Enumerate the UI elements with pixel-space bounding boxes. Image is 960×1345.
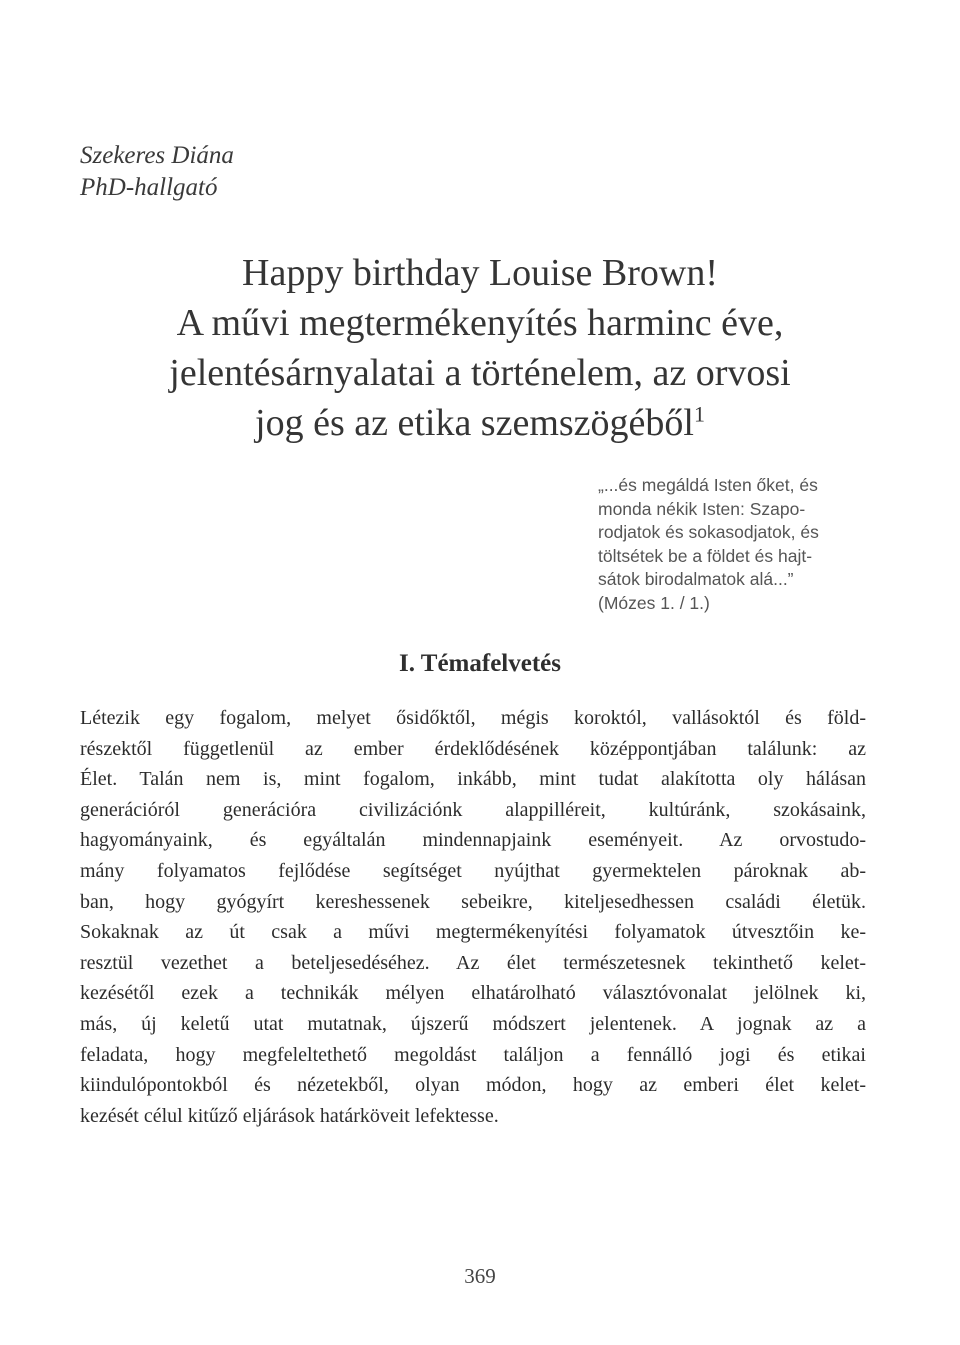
body-line: kezését célul kitűző eljárások határköveit lefektesse. (80, 1104, 499, 1127)
title-line: Happy birthday Louise Brown! (242, 252, 718, 294)
body-line: Létezik egy fogalom, melyet ősidőktől, mégis koroktól, vallásoktól és föld- (80, 707, 866, 729)
section-heading: I. Témafelvetés (399, 650, 561, 677)
motto-line: monda nékik Isten: Szapo- (598, 498, 806, 519)
body-line: ban, hogy gyógyírt kereshessenek sebeikre, kiteljesedhessen családi életük. (80, 890, 866, 913)
author-name: Szekeres Diána (80, 142, 234, 169)
motto-line: rodjatok és sokasodjatok, és (598, 522, 819, 542)
article-title (80, 248, 880, 448)
body-line: hagyományaink, és egyáltalán mindennapjaink eseményeit. Az orvostudo- (80, 829, 866, 852)
page-number: 369 (464, 1264, 496, 1288)
body-line: részektől függetlenül az ember érdeklődésének középpontjában találunk: az (80, 737, 866, 760)
body-line: kiindulópontokból és nézetekből, olyan módon, hogy az emberi élet kelet- (80, 1074, 866, 1097)
body-line: kezésétől ezek a technikák mélyen elhatárolható választóvonalat jelölnek ki, (80, 982, 866, 1005)
motto-source: (Mózes 1. / 1.) (598, 592, 710, 613)
body-line: más, új keletű utat mutatnak, újszerű módszert jelentenek. A jognak az a (80, 1012, 866, 1035)
motto-line: „...és megáldá Isten őket, és (598, 475, 818, 495)
body-line: feladata, hogy megfeleltethető megoldást találjon a fennálló jogi és etikai (80, 1043, 866, 1066)
author-role: PhD-hallgató (80, 174, 218, 201)
body-line: resztül vezethet a beteljesedéséhez. Az élet természetesnek tekinthető kelet- (80, 951, 866, 974)
footnote-reference[interactable]: 1 (693, 401, 705, 427)
title-line: A művi megtermékenyítés harminc éve, (176, 302, 784, 344)
title-line-text: jog és az etika szemszögéből (255, 402, 694, 444)
body-line: mány folyamatos fejlődése segítséget nyújthat gyermektelen pároknak ab- (80, 859, 866, 882)
motto-line: sátok birodalmatok alá...” (598, 569, 794, 589)
epigraph-motto (598, 474, 898, 615)
body-paragraph (80, 703, 866, 1131)
title-line: jelentésárnyalatai a történelem, az orvosi (169, 352, 791, 394)
author-block (80, 140, 234, 204)
motto-line: töltsétek be a földet és hajt- (598, 545, 813, 566)
body-line: Sokaknak az út csak a művi megtermékenyítési folyamatok útvesztőin ke- (80, 921, 866, 944)
body-line: generációról generációra civilizációnk alappilléreit, kultúránk, szokásaink, (80, 798, 866, 821)
body-line: Élet. Talán nem is, mint fogalom, inkább, mint tudat alakította oly hálásan (80, 768, 866, 791)
title-line-last (80, 398, 880, 448)
